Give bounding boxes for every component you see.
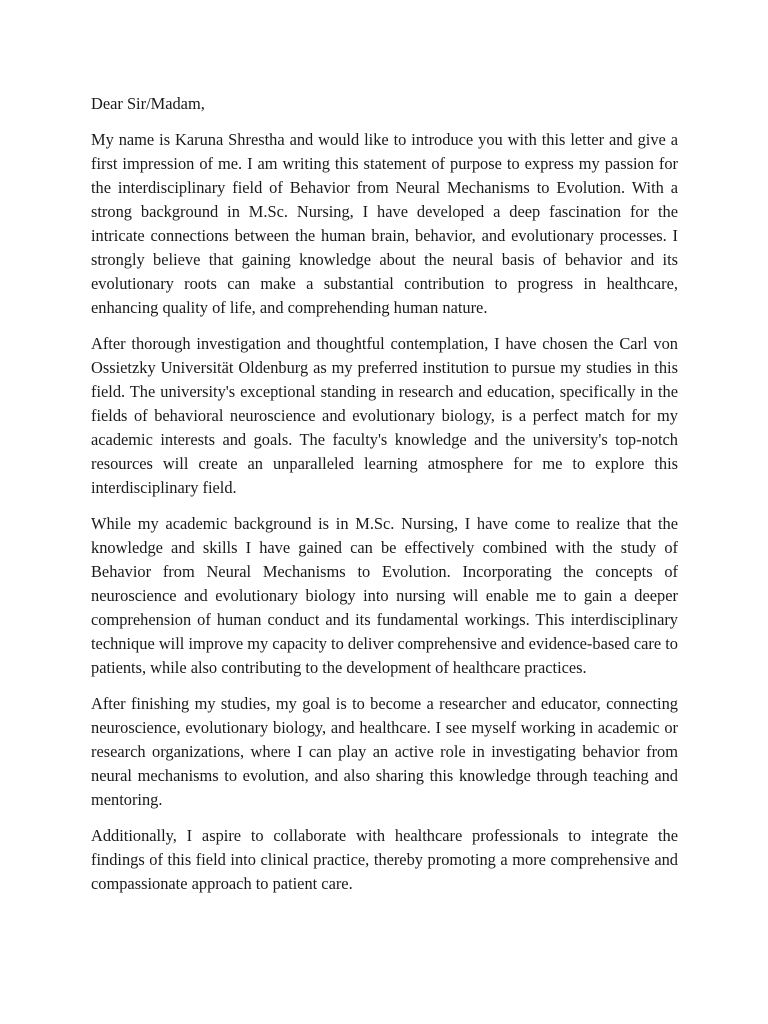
letter-body: [91, 92, 678, 896]
paragraph-academic-background: While my academic background is in M.Sc. Nursing, I have come to realize that the knowledge and skills I have gained can be effectively combined with the study of Behavior from Neural Mechanisms to Evolution. Incorporating the concepts of neuroscience and evolutionary biology into nursing will enable me to gain a deeper comprehension of human conduct and its fundamental workings. This interdisciplinary technique will improve my capacity to deliver comprehensive and evidence-based care to patients, while also contributing to the development of healthcare practices.: [91, 514, 678, 677]
paragraph-collaboration: Additionally, I aspire to collaborate with healthcare professionals to integrate the findings of this field into clinical practice, thereby promoting a more comprehensive and compassionate approach to patient care.: [91, 826, 678, 893]
salutation: Dear Sir/Madam,: [91, 94, 205, 113]
paragraph-university-choice: After thorough investigation and thoughtful contemplation, I have chosen the Carl von Ossietzky Universität Oldenburg as my preferred institution to pursue my studies in this field. The university's exceptional standing in research and education, specifically in the fields of behavioral neuroscience and evolutionary biology, is a perfect match for my academic interests and goals. The faculty's knowledge and the university's top-notch resources will create an unparalleled learning atmosphere for me to explore this interdisciplinary field.: [91, 334, 678, 497]
paragraph-career-goals: After finishing my studies, my goal is to become a researcher and educator, connecting neuroscience, evolutionary biology, and healthcare. I see myself working in academic or research organizations, where I can play an active role in investigating behavior from neural mechanisms to evolution, and also sharing this knowledge through teaching and mentoring.: [91, 694, 678, 809]
paragraph-introduction: My name is Karuna Shrestha and would like to introduce you with this letter and give a first impression of me. I am writing this statement of purpose to express my passion for the interdisciplinary field of Behavior from Neural Mechanisms to Evolution. With a strong background in M.Sc. Nursing, I have developed a deep fascination for the intricate connections between the human brain, behavior, and evolutionary processes. I strongly believe that gaining knowledge about the neural basis of behavior and its evolutionary roots can make a substantial contribution to progress in healthcare, enhancing quality of life, and comprehending human nature.: [91, 130, 678, 317]
